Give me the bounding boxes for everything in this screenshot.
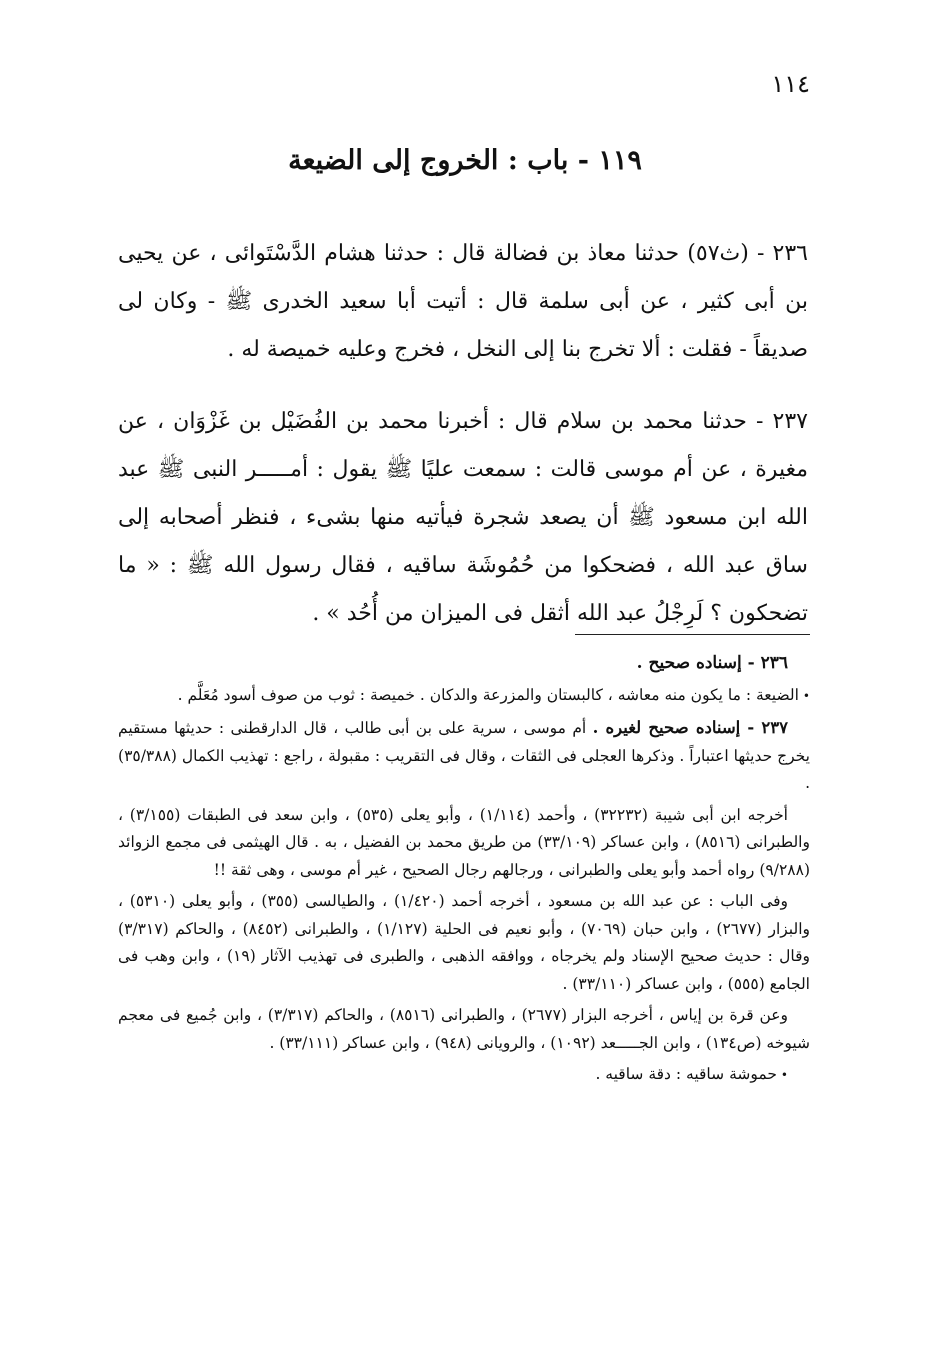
note-236-heading-line (118, 650, 810, 678)
takhrij-paragraph-2: وفى الباب : عن عبد الله بن مسعود ، أخرجه أحمد (١/٤٢٠) ، والطيالسى (٣٥٥) ، وأبو يعلى (٥٣١٠) ، والبزار (٢٦٧٧) ، وابن حبان (٧٠٦٩) ، وأبو نعيم فى الحلية (١/١٢٧) ، والطبرانى (٨٤٥٢) ، والحاكم (٣/٣١٧) وقال : حديث صحيح الإسناد ولم يخرجاه ، ووافقه الذهبى ، والطبرى فى تهذيب الآثار (١٩) ، وابن وهب فى الجامع (٥٥٥) ، وابن عساكر (٣٣/١١٠) . (118, 892, 810, 993)
hadith-paragraph-236: ٢٣٦ - (ث٥٧) حدثنا معاذ بن فضالة قال : حدثنا هشام الدَّسْتَوائى ، عن يحيى بن أبى كثير ، عن أبى سلمة قال : أتيت أبا سعيد الخدرى ﷺ - وكان لى صديقاً - فقلت : ألا تخرج بنا إلى النخل ، فخرج وعليه خميصة له . (118, 241, 808, 362)
gloss-2: حموشة ساقيه : دقة ساقيه . (595, 1065, 777, 1083)
gloss-line-2 (118, 1061, 810, 1090)
bullet-icon: • (802, 688, 810, 703)
page-number: ١١٤ (771, 70, 810, 98)
bullet-icon: • (780, 1068, 788, 1082)
note-236-heading: ٢٣٦ - إسناده صحيح . (636, 653, 788, 673)
takhrij-paragraph-3: وعن قرة بن إياس ، أخرجه البزار (٢٦٧٧) ، والطبرانى (٨٥١٦) ، والحاكم (٣/٣١٧) ، وابن جُميع فى معجم شيوخه (ص١٣٤) ، وابن الجـــــعد (١٠٩٢) ، والرويانى (٩٤٨) ، وابن عساكر (٣٣/١١١) . (118, 1006, 810, 1052)
note-237-text: أم موسى ، سرية على بن أبى طالب ، قال الدارقطنى : حديثها مستقيم يخرج حديثها اعتباراً . وذكرها العجلى فى الثقات ، وقال فى التقريب : مقبولة ، راجع : تهذيب الكمال (٣٥/٣٨٨) . (118, 719, 810, 792)
hadith-paragraph-237: ٢٣٧ - حدثنا محمد بن سلام قال : أخبرنا محمد بن الفُضَيْل بن غَزْوَان ، عن مغيرة ، عن أم موسى قالت : سمعت عليًا ﷺ يقول : أمـــــر النبى ﷺ عبد الله ابن مسعود ﷺ أن يصعد شجرة فيأتيه منها بشىء ، فنظر أصحابه إلى ساق عبد الله ، فضحكوا من حُمُوشَة ساقيه ، فقال رسول الله ﷺ : « ما تضحكون ؟ لَرِجْلُ عبد الله أثقل فى الميزان من أُحُد » . (118, 409, 808, 626)
note-237-heading: ٢٣٧ - إسناده صحيح لغيره . (592, 718, 789, 737)
footnotes (118, 650, 810, 1094)
note-236-gloss-line (118, 682, 810, 711)
note-237-line (118, 714, 810, 798)
footnote-separator (575, 634, 810, 635)
chapter-title: ١١٩ - باب : الخروج إلى الضيعة (288, 145, 642, 176)
takhrij-paragraph-1: أخرجه ابن أبى شيبة (٣٢٢٣٢) ، وأحمد (١/١١٤) ، وأبو يعلى (٥٣٥) ، وابن سعد فى الطبقات (٣/١٥٥) ، والطبرانى (٨٥١٦) ، وابن عساكر (٣٣/١٠٩) من طريق محمد بن الفضيل ، به . قال الهيثمى فى مجمع الزوائد (٩/٢٨٨) رواه أحمد وأبو يعلى والطبرانى ، ورجالهم رجال الصحيح ، غير أم موسى ، وهى ثقة !! (118, 805, 810, 879)
note-236-gloss: الضيعة : ما يكون منه معاشه ، كالبستان والمزرعة والدكان . خميصة : ثوب من صوف أسود مُعَلَّم . (177, 685, 799, 704)
